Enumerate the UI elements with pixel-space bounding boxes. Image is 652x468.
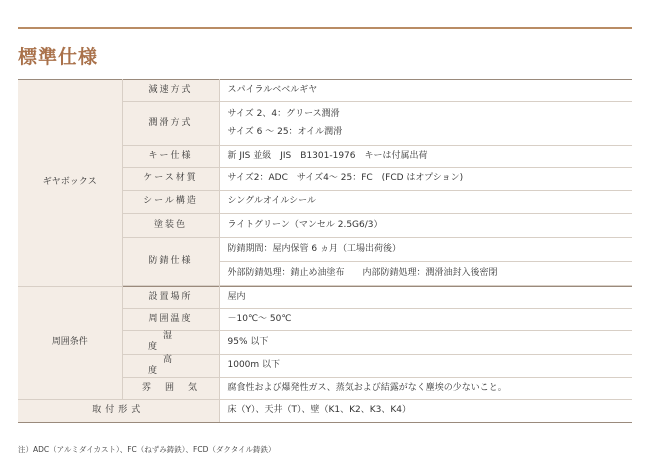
row-value: ライトグリーン（マンセル 2.5G6/3）	[219, 214, 632, 238]
row-value: スパイラルベベルギヤ	[219, 80, 632, 102]
row-label-mounting: 取付形式	[18, 400, 219, 423]
row-value	[219, 102, 632, 146]
row-label: シール構造	[122, 191, 219, 214]
row-value: 95% 以下	[219, 331, 632, 355]
row-value: 屋内	[219, 287, 632, 309]
spec-table	[18, 79, 632, 423]
row-value: 新 JIS 並級 JIS B1301-1976 キーは付属出荷	[219, 146, 632, 168]
row-value: シングルオイルシール	[219, 191, 632, 214]
group-label-gearbox: ギヤボックス	[18, 80, 122, 287]
row-label: 防錆仕様	[122, 238, 219, 286]
row-label: 塗装色	[122, 214, 219, 238]
row-label: ケース材質	[122, 168, 219, 191]
row-value-line: サイズ 2、4：グリース潤滑	[227, 109, 340, 120]
table-row	[18, 80, 632, 102]
table-row	[18, 400, 632, 423]
row-label: 高度	[122, 354, 219, 378]
row-value: －10℃～ 50℃	[219, 309, 632, 331]
row-label: 周囲温度	[122, 309, 219, 331]
top-rule	[18, 27, 632, 29]
row-value: サイズ2：ADC サイズ4～ 25：FC (FCD はオプション)	[219, 168, 632, 191]
row-label: キー仕様	[122, 146, 219, 168]
row-value: 外部防錆処理：錆止め油塗布 内部防錆処理：潤滑油封入後密閉	[219, 262, 632, 286]
row-value: 防錆期間：屋内保管 6 ヵ月（工場出荷後）	[219, 238, 632, 262]
row-value: 腐食性および爆発性ガス、蒸気および結露がなく塵埃の少ないこと。	[219, 378, 632, 400]
row-value: 1000m 以下	[219, 354, 632, 378]
row-label: 設置場所	[122, 287, 219, 309]
row-label: 湿度	[122, 331, 219, 355]
group-label-environment: 周囲条件	[18, 287, 122, 400]
table-row	[18, 287, 632, 309]
footnote: 注）ADC（アルミダイカスト）、FC（ねずみ鋳鉄）、FCD（ダクタイル鋳鉄）	[18, 445, 276, 454]
row-label: 潤滑方式	[122, 102, 219, 146]
row-value-mounting: 床（Y）、天井（T）、壁（K1、K2、K3、K4）	[219, 400, 632, 423]
row-label: 減速方式	[122, 80, 219, 102]
row-value-line: サイズ 6 ～ 25：オイル潤滑	[227, 126, 343, 137]
row-label: 雰囲気	[122, 378, 219, 400]
page-title: 標準仕様	[18, 46, 99, 68]
